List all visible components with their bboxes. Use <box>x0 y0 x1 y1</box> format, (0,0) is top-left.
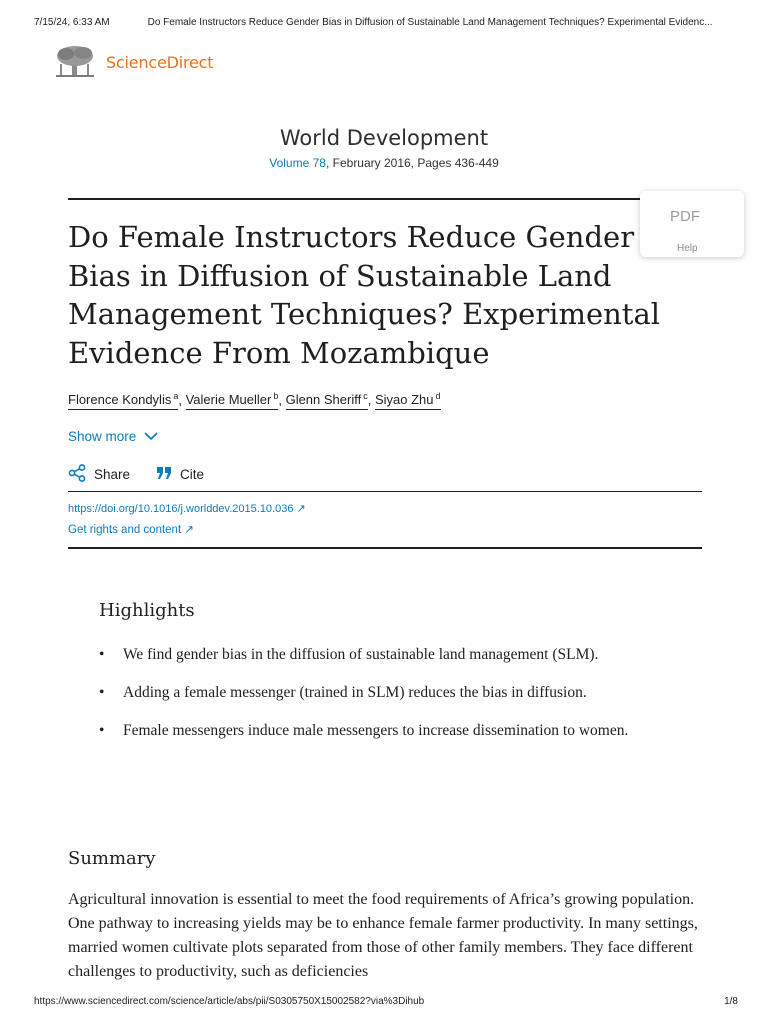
divider <box>68 547 702 549</box>
highlights-heading: Highlights <box>99 600 195 621</box>
author-list: Florence Kondylis $^a$, Valerie Mueller $^b$, Glenn Sheriff $^c$, Siyao Zhu $^d$ <box>68 391 441 407</box>
volume-link[interactable]: Volume 78 <box>269 156 326 170</box>
author-affiliation: a <box>173 391 179 401</box>
divider <box>68 491 702 492</box>
author-affiliation: b <box>273 391 279 401</box>
sciencedirect-logo[interactable] <box>52 44 213 80</box>
highlights-list <box>99 643 659 757</box>
author-name: Siyao Zhu <box>374 392 434 408</box>
elsevier-tree-icon <box>52 44 98 80</box>
share-icon <box>68 464 86 485</box>
article-actions <box>68 464 204 485</box>
author-affiliation: d <box>435 391 441 401</box>
share-label: Share <box>94 467 131 482</box>
rights-link[interactable]: Get rights and content ↗ <box>68 524 194 536</box>
brand-name: ScienceDirect <box>106 52 214 72</box>
author-name: Glenn Sheriff <box>285 392 362 408</box>
issue-info: , February 2016, Pages 436-449 <box>325 156 499 170</box>
chevron-down-icon <box>144 429 158 444</box>
journal-meta <box>0 156 768 170</box>
print-page-number: 1/8 <box>724 996 738 1007</box>
show-more-button[interactable] <box>68 429 158 444</box>
list-item: • We find gender bias in the diffusion of sustainable land management (SLM). <box>99 643 659 667</box>
show-more-label: Show more <box>68 429 137 444</box>
summary-text: Agricultural innovation is essential to meet the food requirements of Africa’s growing population. One pathway to increasing yields may be to enhance female farmer productivity. In many settings, married women cultivate plots separated from those of other family members. They face different challenges to productivity, such as deficiencies <box>68 891 698 980</box>
list-item: • Adding a female messenger (trained in SLM) reduces the bias in diffusion. <box>99 681 659 705</box>
author-affiliation: c <box>363 391 368 401</box>
author-link[interactable] <box>286 392 368 410</box>
print-url: https://www.sciencedirect.com/science/article/abs/pii/S0305750X15002582?via%3Dihub <box>34 996 425 1007</box>
pdf-button[interactable]: PDF <box>670 208 700 225</box>
author-link[interactable] <box>68 392 178 410</box>
print-datetime: 7/15/24, 6:33 AM <box>34 17 110 28</box>
author-name: Florence Kondylis <box>68 392 172 408</box>
print-header <box>34 17 734 28</box>
print-footer <box>34 996 738 1007</box>
quote-icon <box>156 466 172 483</box>
cite-label: Cite <box>180 467 205 482</box>
print-page-title: Do Female Instructors Reduce Gender Bias in Diffusion of Sustainable Land Management Techniques? Experimental Evidenc... <box>147 17 713 28</box>
doi-link[interactable]: https://doi.org/10.1016/j.worlddev.2015.10.036 ↗ <box>68 503 306 515</box>
journal-title[interactable]: World Development <box>279 126 489 150</box>
share-button[interactable] <box>68 464 130 485</box>
journal-header <box>0 126 768 170</box>
help-button[interactable]: Help <box>677 243 698 254</box>
divider <box>68 198 702 200</box>
article-title: Do Female Instructors Reduce Gender Bias in Diffusion of Sustainable Land Management Techniques? Experimental Evidence From Mozambique <box>68 220 661 370</box>
summary-heading: Summary <box>68 848 156 869</box>
author-link[interactable] <box>375 392 441 410</box>
cite-button[interactable] <box>156 464 204 485</box>
list-item: • Female messengers induce male messengers to increase dissemination to women. <box>99 719 659 743</box>
author-link[interactable] <box>186 392 279 410</box>
author-name: Valerie Mueller <box>185 392 272 408</box>
